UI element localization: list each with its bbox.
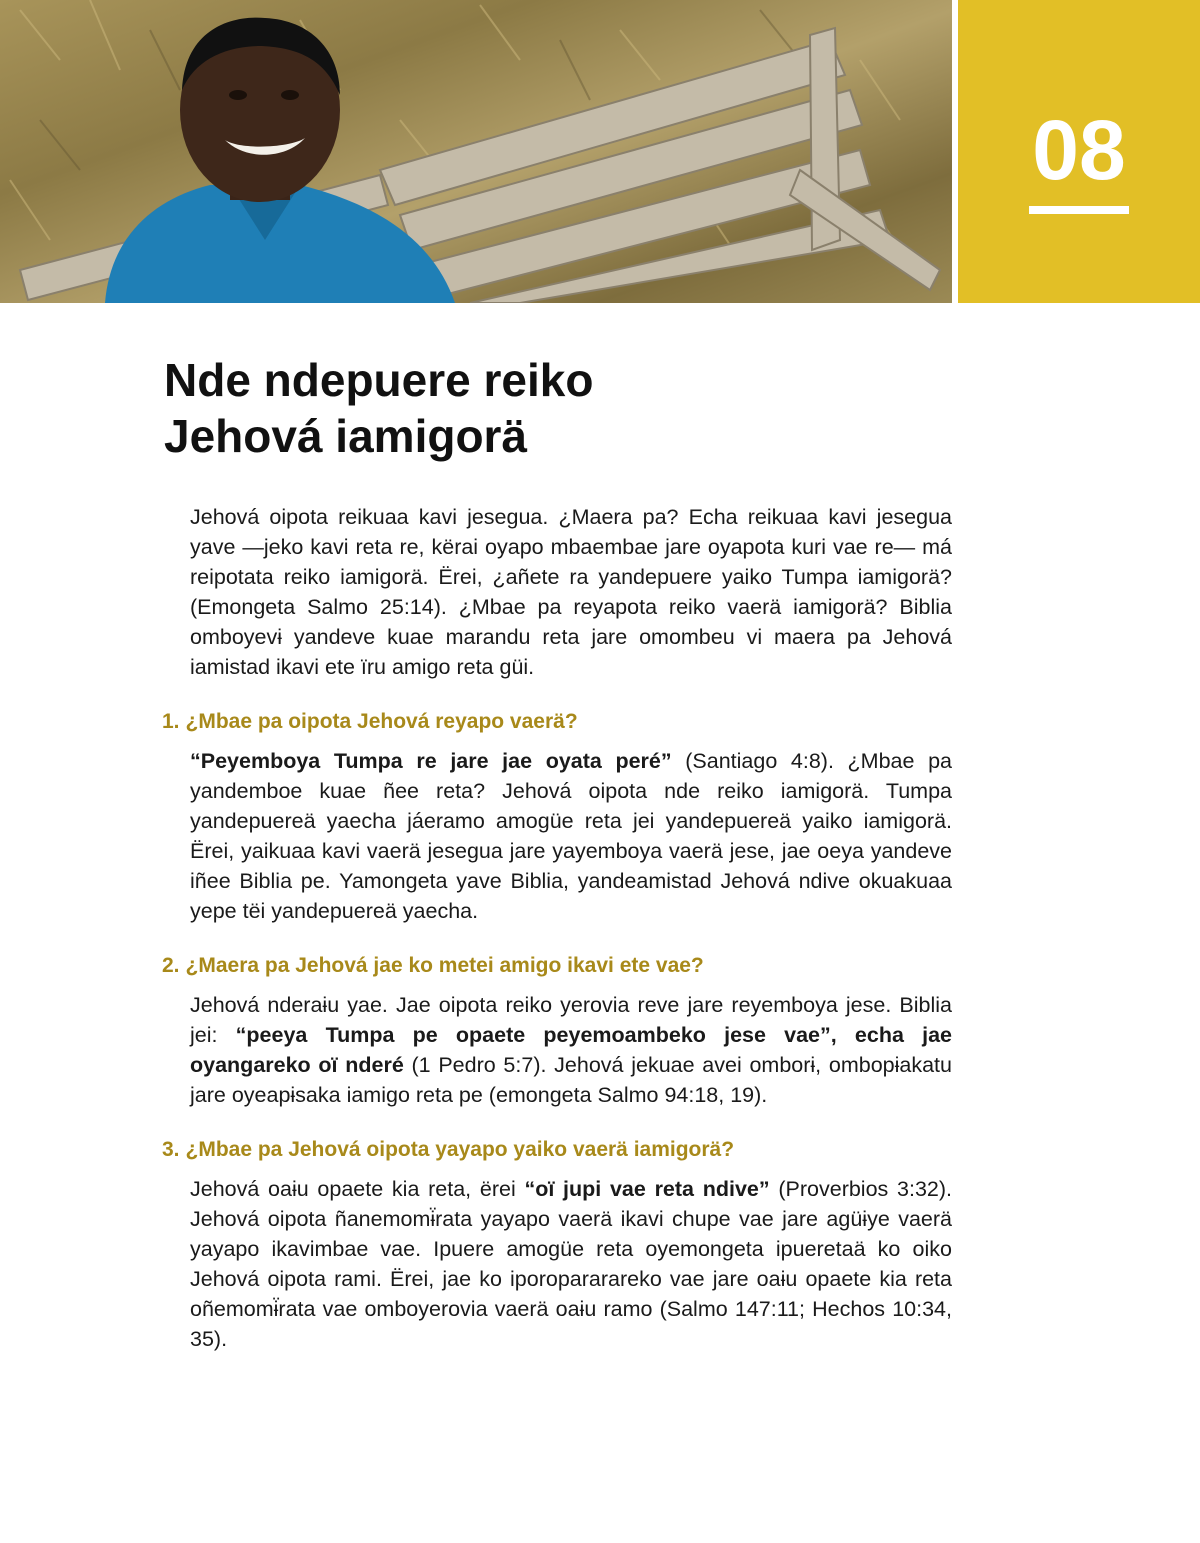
answer-text: (1 Pedro 5:7). Jehová jekuae avei omborɨ, ombopɨakatu jare oyeapɨsaka iamigo reta pe (emongeta Salmo 94:18, 19). (190, 1053, 952, 1107)
answer-lead: Jehová nderaɨu yae. Jae oipota reiko yerovia reve jare reyemboya jese. Biblia jei: (190, 993, 952, 1047)
answer-paragraph-2 (190, 990, 952, 1110)
question-text: ¿Maera pa Jehová jae ko metei amigo ikavi ete vae? (185, 954, 704, 977)
hero-photo (0, 0, 952, 303)
answer-paragraph-1 (190, 746, 952, 926)
scripture-quote: “peeya Tumpa pe opaete peyemoambeko jese vae”, echa jae oyangareko oï nderé (190, 1023, 952, 1077)
question-number: 2. (162, 954, 180, 977)
lesson-content (162, 502, 952, 1354)
question-1 (162, 708, 952, 736)
question-3 (162, 1136, 952, 1164)
question-text: ¿Mbae pa oipota Jehová reyapo vaerä? (185, 710, 578, 733)
badge-underline (1029, 206, 1129, 214)
scripture-quote: “oï jupi vae reta ndive” (524, 1177, 770, 1201)
page-title (164, 352, 964, 464)
scripture-quote: “Peyemboya Tumpa re jare jae oyata peré” (190, 749, 672, 773)
answer-text: (Proverbios 3:32). Jehová oipota ñanemomɨ̈rata yayapo vaerä ikavi chupe vae jare agüɨye vaerä yayapo ikavimbae vae. Ipuere amogüe reta oyemongeta ipueretaä ko oiko Jehová oipota rami. Ërei, jae ko iporopararareko vae jare oaɨu opaete kia reta oñemomɨ̈rata vae omboyerovia vaerä oaɨu ramo (Salmo 147:11; Hechos 10:34, 35). (190, 1177, 952, 1351)
lesson-number: 08 (1032, 103, 1126, 197)
question-number: 3. (162, 1138, 180, 1161)
question-2 (162, 952, 952, 980)
title-line-2: Jehová iamigorä (164, 410, 528, 462)
question-number: 1. (162, 710, 180, 733)
title-line-1: Nde ndepuere reiko (164, 354, 594, 406)
answer-lead: Jehová oaɨu opaete kia reta, ërei (190, 1177, 525, 1201)
photo-man-on-bench (0, 0, 952, 303)
question-text: ¿Mbae pa Jehová oipota yayapo yaiko vaerä iamigorä? (185, 1138, 735, 1161)
answer-paragraph-3 (190, 1174, 952, 1354)
answer-text: (Santiago 4:8). ¿Mbae pa yandemboe kuae ñee reta? Jehová oipota nde reiko iamigorä. Tumpa yandepuereä yaecha jáeramo amogüe reta jei yandepuereä yaiko iamigorä. Ërei, yaikuaa kavi vaerä jesegua jare yayemboya vaerä jese, jae oeya yandeve iñee Biblia pe. Yamongeta yave Biblia, yandeamistad Jehová ndive okuakuaa yepe tëi yandepuereä yaecha. (190, 749, 952, 923)
intro-paragraph: Jehová oipota reikuaa kavi jesegua. ¿Maera pa? Echa reikuaa kavi jesegua yave —jeko kavi reta re, kërai oyapo mbaembae jare oyapota kuri vae re— má reipotata reiko iamigorä. Ërei, ¿añete ra yandepuere yaiko Tumpa iamigorä? (Emongeta Salmo 25:14). ¿Mbae pa reyapota reiko vaerä iamigorä? Biblia omboyevɨ yandeve kuae marandu reta jare omombeu vi maera pa Jehová iamistad ikavi ete ïru amigo reta güi. (190, 505, 952, 679)
lesson-badge (958, 0, 1200, 303)
